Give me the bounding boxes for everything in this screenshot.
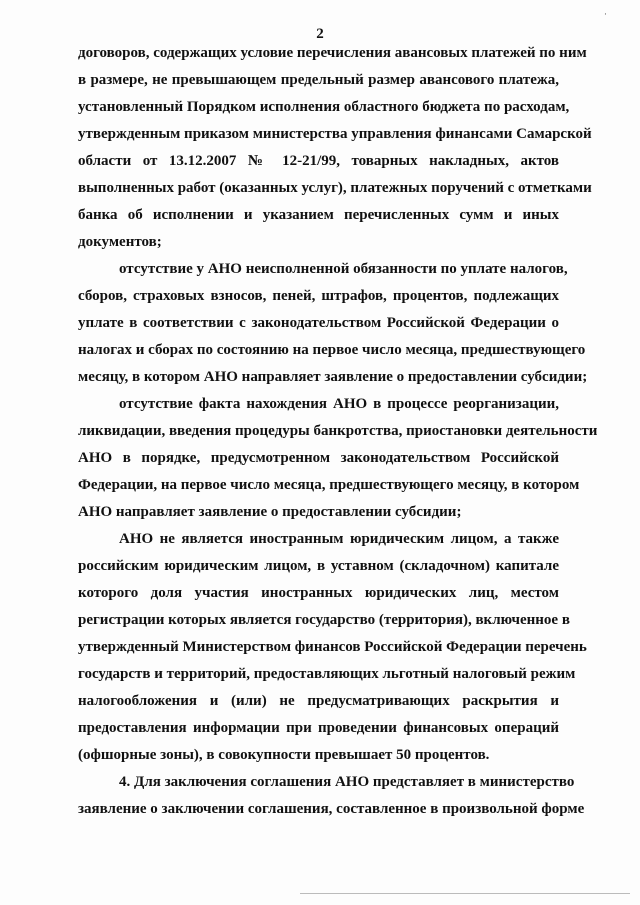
text-line: АНО не является иностранным юридическим лицом, а также (119, 531, 559, 547)
text-line: предоставления информации при проведении финансовых операций (78, 720, 559, 736)
page-number: 2 (316, 26, 324, 42)
text-line: установленный Порядком исполнения областного бюджета по расходам, (78, 99, 570, 115)
text-line: которого доля участия иностранных юридических лиц, местом (78, 585, 559, 601)
text-line: договоров, содержащих условие перечисления авансовых платежей по ним (78, 45, 587, 61)
text-line: выполненных работ (оказанных услуг), платежных поручений с отметками (78, 180, 592, 196)
text-line: в размере, не превышающем предельный размер авансового платежа, (78, 72, 559, 88)
text-line: отсутствие у АНО неисполненной обязанности по уплате налогов, (119, 261, 568, 277)
text-line: утвержденным приказом министерства управления финансами Самарской (78, 126, 592, 142)
text-line: ликвидации, введения процедуры банкротства, приостановки деятельности (78, 423, 598, 439)
text-line: области от 13.12.2007 № 12-21/99, товарных накладных, актов (78, 153, 559, 169)
text-line: утвержденный Министерством финансов Российской Федерации перечень (78, 639, 587, 655)
scan-edge-line (300, 893, 630, 894)
text-line: налогообложения и (или) не предусматривающих раскрытия и (78, 693, 559, 709)
document-body (78, 40, 598, 823)
text-line: регистрации которых является государство (территория), включенное в (78, 612, 570, 628)
text-line: 4. Для заключения соглашения АНО представляет в министерство (119, 774, 575, 790)
text-line: Федерации, на первое число месяца, предшествующего месяцу, в котором (78, 477, 580, 493)
text-line: банка об исполнении и указанием перечисленных сумм и иных (78, 207, 559, 223)
text-line: налогах и сборах по состоянию на первое число месяца, предшествующего (78, 342, 586, 358)
text-line: российским юридическим лицом, в уставном (складочном) капитале (78, 558, 559, 574)
text-line: (офшорные зоны), в совокупности превышает 50 процентов. (78, 747, 490, 763)
text-line: АНО направляет заявление о предоставлении субсидии; (78, 504, 462, 520)
text-line: заявление о заключении соглашения, составленное в произвольной форме (78, 801, 585, 817)
text-line: АНО в порядке, предусмотренном законодательством Российской (78, 450, 559, 466)
text-line: уплате в соответствии с законодательством Российской Федерации о (78, 315, 559, 331)
text-line: отсутствие факта нахождения АНО в процессе реорганизации, (119, 396, 559, 412)
text-line: государств и территорий, предоставляющих льготный налоговый режим (78, 666, 576, 682)
text-line: месяцу, в котором АНО направляет заявление о предоставлении субсидии; (78, 369, 588, 385)
text-line: сборов, страховых взносов, пеней, штрафов, процентов, подлежащих (78, 288, 559, 304)
scan-mark: · (604, 10, 607, 20)
text-line: документов; (78, 234, 162, 250)
